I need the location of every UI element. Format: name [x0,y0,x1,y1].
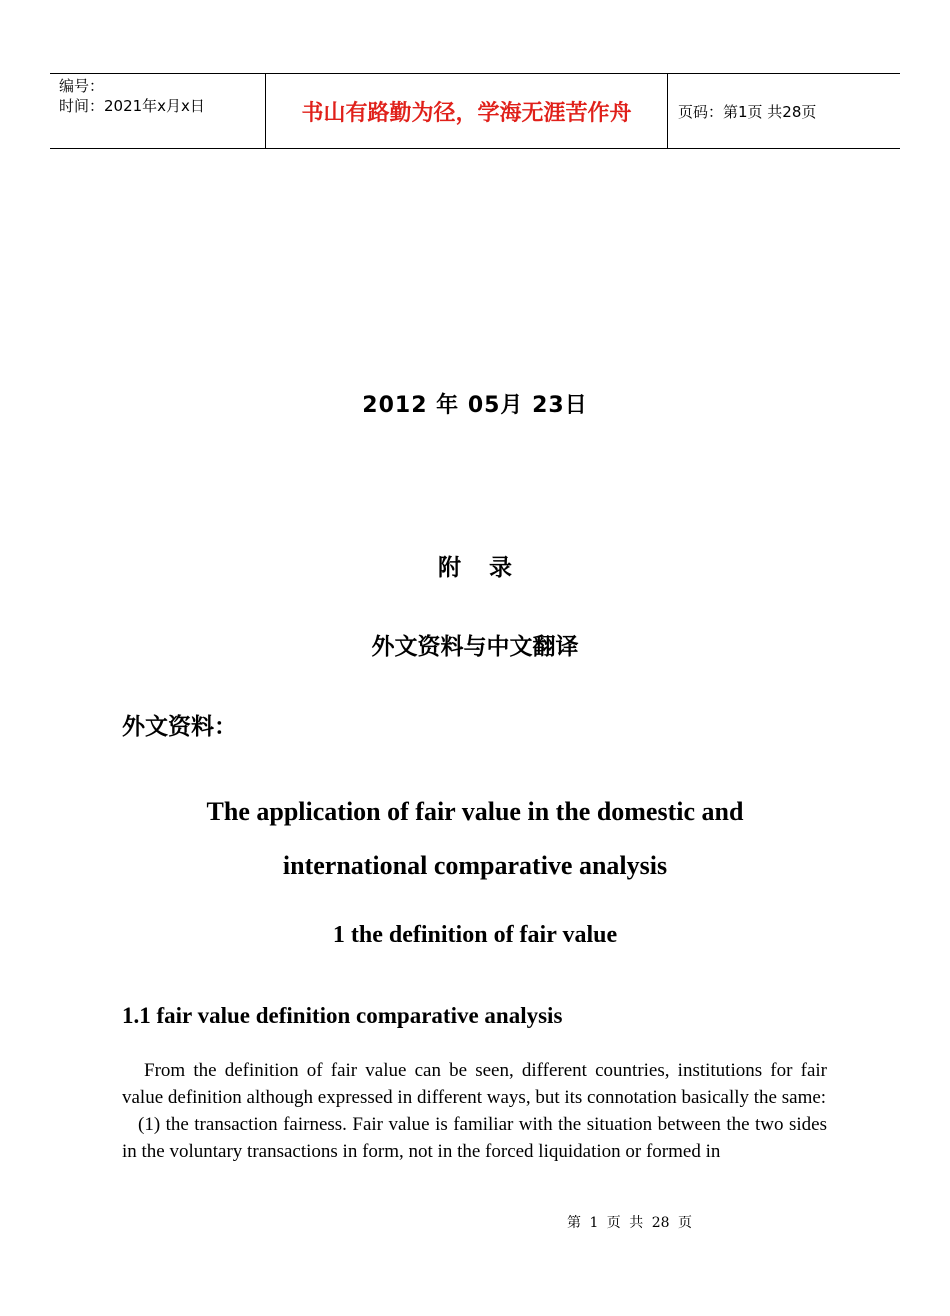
header-time-label: 时间：2021年x月x日 [59,97,205,115]
heading-definition: 1 the definition of fair value [332,922,618,948]
article-body [122,1057,827,1165]
article-title [0,785,950,893]
header-motto: 书山有路勤为径，学海无涯苦作舟 [266,74,668,148]
heading-comparative-analysis: 1.1 fair value definition comparative analysis [122,1003,563,1028]
paragraph: (1) the transaction fairness. Fair value is familiar with the situation between the two sides in the voluntary transactions in form, not in the forced liquidation or formed in [122,1114,827,1162]
header-number-label: 编号： [59,77,105,95]
document-date: 2012 年 05月 23日 [362,393,588,418]
paragraph: From the definition of fair value can be seen, different countries, institutions for fair value definition although expressed in different ways, but its connotation basically the same: [122,1060,827,1108]
appendix-title: 附录 [438,555,540,581]
section-label: 外文资料： [122,714,237,740]
article-title-line1: The application of fair value in the domestic and [206,797,744,826]
header-page-info: 页码：第1页 共28页 [678,102,817,121]
appendix-subtitle: 外文资料与中文翻译 [371,634,579,660]
header-meta [50,74,266,148]
page-header [50,73,900,149]
article-title-line2: international comparative analysis [282,851,668,880]
page-footer: 第 1 页 共 28 页 [567,1215,692,1231]
